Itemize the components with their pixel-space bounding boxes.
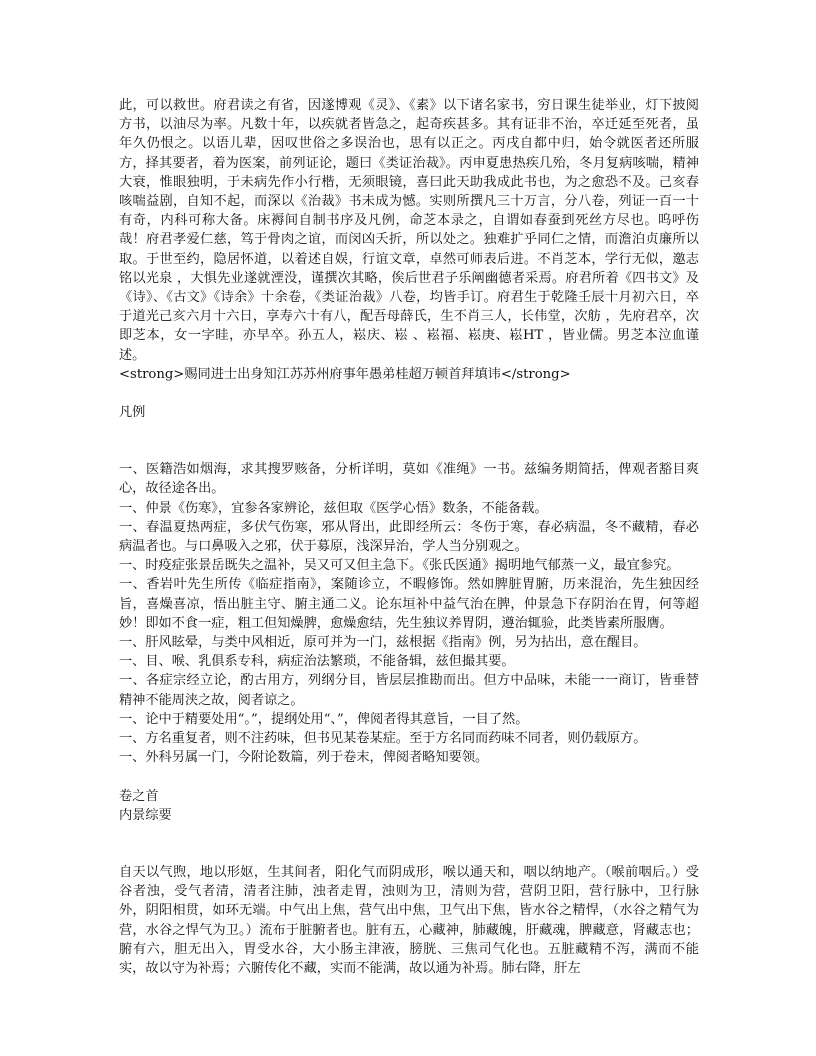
fanli-item: 一、香岩叶先生所传《临症指南》，案随诊立，不暇修饰。然如脾脏胃腑，历来混治，先生独因经旨，喜燥喜凉，悟出脏主守、腑主通二义。论东垣补中益气治在脾，仲景急下存阴治在胃，何等超妙！即如不食一症，粗工但知燥脾，愈燥愈结，先生独议养胃阴，遵治辄验，此类皆素所服膺。 bbox=[119, 577, 699, 631]
fanli-heading: 凡例 bbox=[119, 405, 146, 421]
juan-body-paragraph: 自天以气煦，地以形妪，生其间者，阳化气而阴成形，喉以通天和，咽以纳地产。（喉前咽后。）受谷者浊，受气者清，清者注肺，浊者走胃，浊则为卫，清则为营，营阴卫阳，营行脉中，卫行脉外，阴阳相贯，如环无端。中气出上焦，营气出中焦，卫气出下焦，皆水谷之精悍，（水谷之精气为营，水谷之悍气为卫。）流布于脏腑者也。脏有五，心藏神，肺藏魄，肝藏魂，脾藏意，肾藏志也；腑有六，胆无出入，胃受水谷，大小肠主津液，膀胱、三焦司气化也。五脏藏精不泻，满而不能实，故以守为补焉；六腑传化不藏，实而不能满，故以通为补焉。肺右降，肝左 bbox=[119, 864, 699, 976]
preface-paragraph: 此，可以救世。府君读之有省，因遂博观《灵》、《素》以下诸名家书，穷日课生徒举业，灯下披阅方书，以油尽为率。凡数十年，以疾就者皆急之，起奇疾甚多。其有证非不治，卒迁延至死者，虽年久仍恨之。以语儿辈，因叹世俗之多误治也，思有以正之。丙戌自都中归，始令就医者还所服方，择其要者，着为医案，前列证论，题曰《类证治裁》。丙申夏患热疾几殆，冬月复病咳喘，精神大衰，惟眼独明，于未病先作小行楷，无须眼镜，喜曰此天助我成此书也，为之愈恐不及。己亥春咳喘益剧，自知不起，而深以《治裁》书未成为憾。实则所撰凡三十万言，分八卷，列证一百一十有奇，内科可称大备。床褥间自制书序及凡例，命芝本录之，自谓如春蚕到死丝方尽也。呜呼伤哉！府君孝爱仁慈，笃于骨肉之谊，而闵凶夭折，所以处之。独难扩乎同仁之情，而澹泊贞廉所以取。于世至约，隐居怀道，以着述自娱，行谊文章，卓然可师表后进。不肖芝本，学行无似，邀志铭以光泉 ，大惧先业遂就湮没，谨撰次其略，俟后世君子乐阐幽德者采焉。府君所着《四书文》及《诗》、《古文》《诗余》十余卷，《类证治裁》八卷，均皆手订。府君生于乾隆壬辰十月初六日，卒于道光己亥六月十六日，享寿六十有八，配吾母薛氏，生不肖三人，长伟堂，次舫 ，先府君卒，次即芝本，女一字眭，亦早卒。孙五人，崧庆、崧 、崧福、崧庚、崧HT ，皆业儒。男芝本泣血谨述。 bbox=[119, 98, 699, 363]
juan-heading: 卷之首 bbox=[119, 788, 159, 804]
fanli-item: 一、目、喉、乳俱系专科，病症治法繁琐，不能备辑，兹但撮其要。 bbox=[119, 654, 515, 670]
preface-signature: <strong>赐同进士出身知江苏苏州府事年愚弟桂超万顿首拜填讳</strong> bbox=[119, 366, 571, 382]
spacer bbox=[119, 384, 699, 403]
fanli-item: 一、时疫症张景岳既失之温补，吴又可又但主急下。《张氏医通》揭明地气郁蒸一义，最宜参究。 bbox=[119, 558, 680, 574]
spacer bbox=[119, 422, 699, 460]
fanli-item: 一、论中于精要处用“。”，提纲处用“、”，俾阅者得其意旨，一目了然。 bbox=[119, 711, 529, 727]
fanli-item: 一、肝风眩晕，与类中风相近，原可并为一门，兹根据《指南》例，另为拈出，意在醒目。 bbox=[119, 635, 647, 651]
document-page bbox=[119, 96, 699, 978]
juan-subheading: 内景综要 bbox=[119, 807, 172, 823]
spacer bbox=[119, 768, 699, 787]
fanli-item: 一、方名重复者，则不注药味，但书见某卷某症。至于方名同而药味不同者，则仍载原方。 bbox=[119, 731, 647, 747]
spacer bbox=[119, 825, 699, 863]
fanli-item: 一、仲景《伤寒》，宜参各家辨论，兹但取《医学心悟》数条，不能备载。 bbox=[119, 500, 548, 516]
fanli-item: 一、外科另属一门，今附论数篇，列于卷末，俾阅者略知要领。 bbox=[119, 750, 489, 766]
fanli-list bbox=[119, 460, 699, 767]
fanli-item: 一、医籍浩如烟海，求其搜罗赅备，分析详明，莫如《准绳》一书。兹编务期简括，俾观者豁目爽心，故径途各出。 bbox=[119, 462, 699, 497]
fanli-item: 一、春温夏热两症，多伏气伤寒，邪从肾出，此即经所云：冬伤于寒，春必病温，冬不藏精，春必病温者也。与口鼻吸入之邪，伏于募原，浅深异治，学人当分别观之。 bbox=[119, 519, 699, 555]
fanli-item: 一、各症宗经立论，酌古用方，列纲分目，皆层层推勘而出。但方中品味，未能一一商订，皆垂替精神不能周浃之故，阅者谅之。 bbox=[119, 673, 699, 708]
